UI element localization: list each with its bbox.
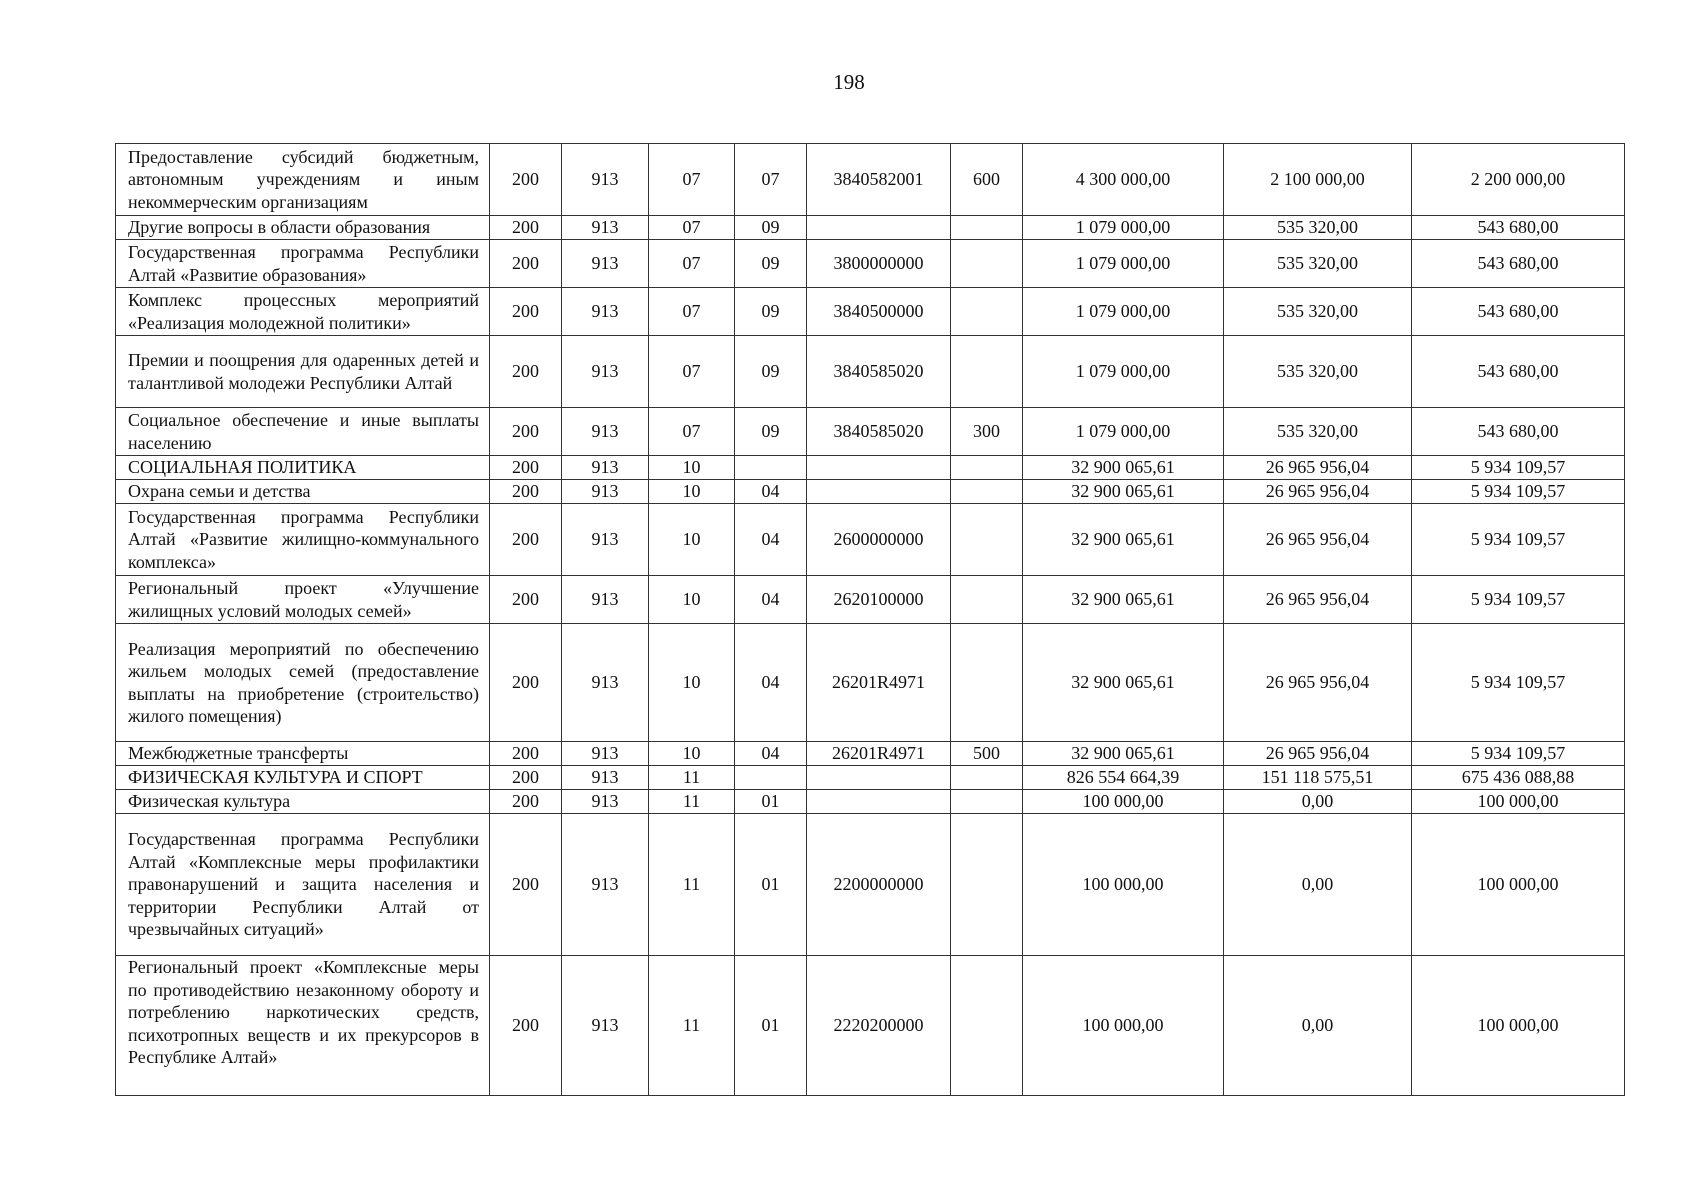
row-chapter-code: 10 xyxy=(649,624,735,742)
row-ministry-code: 913 xyxy=(562,144,649,216)
row-section-code: 200 xyxy=(490,742,562,766)
row-name: Социальное обеспечение и иные выплаты населению xyxy=(116,408,490,456)
row-ministry-code: 913 xyxy=(562,456,649,480)
row-chapter-code: 07 xyxy=(649,144,735,216)
row-target-article-code xyxy=(807,216,951,240)
row-amount-3: 5 934 109,57 xyxy=(1412,504,1625,576)
row-amount-3: 100 000,00 xyxy=(1412,956,1625,1096)
row-amount-2: 535 320,00 xyxy=(1224,240,1412,288)
row-ministry-code: 913 xyxy=(562,336,649,408)
row-expense-type-code xyxy=(951,576,1023,624)
row-expense-type-code xyxy=(951,504,1023,576)
row-amount-3: 543 680,00 xyxy=(1412,216,1625,240)
row-section-code: 200 xyxy=(490,336,562,408)
row-target-article-code: 3840585020 xyxy=(807,336,951,408)
row-subsection-code: 09 xyxy=(735,288,807,336)
row-chapter-code: 07 xyxy=(649,240,735,288)
row-subsection-code: 04 xyxy=(735,504,807,576)
row-amount-2: 0,00 xyxy=(1224,814,1412,956)
row-ministry-code: 913 xyxy=(562,742,649,766)
row-expense-type-code xyxy=(951,624,1023,742)
row-amount-3: 5 934 109,57 xyxy=(1412,480,1625,504)
budget-table-body xyxy=(116,144,1625,1096)
row-expense-type-code: 600 xyxy=(951,144,1023,216)
row-chapter-code: 11 xyxy=(649,766,735,790)
row-section-code: 200 xyxy=(490,956,562,1096)
row-amount-1: 1 079 000,00 xyxy=(1023,336,1224,408)
row-amount-2: 0,00 xyxy=(1224,790,1412,814)
table-row xyxy=(116,456,1625,480)
row-amount-3: 543 680,00 xyxy=(1412,288,1625,336)
row-section-code: 200 xyxy=(490,766,562,790)
table-row xyxy=(116,742,1625,766)
table-row xyxy=(116,790,1625,814)
row-amount-1: 32 900 065,61 xyxy=(1023,504,1224,576)
row-amount-3: 5 934 109,57 xyxy=(1412,624,1625,742)
row-name: Другие вопросы в области образования xyxy=(116,216,490,240)
table-row xyxy=(116,814,1625,956)
row-subsection-code: 01 xyxy=(735,814,807,956)
row-chapter-code: 07 xyxy=(649,408,735,456)
row-name: Физическая культура xyxy=(116,790,490,814)
row-amount-1: 32 900 065,61 xyxy=(1023,576,1224,624)
row-ministry-code: 913 xyxy=(562,504,649,576)
row-expense-type-code xyxy=(951,240,1023,288)
row-target-article-code xyxy=(807,480,951,504)
row-amount-1: 1 079 000,00 xyxy=(1023,408,1224,456)
row-amount-2: 26 965 956,04 xyxy=(1224,456,1412,480)
row-chapter-code: 10 xyxy=(649,480,735,504)
row-expense-type-code xyxy=(951,456,1023,480)
row-subsection-code: 09 xyxy=(735,216,807,240)
row-expense-type-code xyxy=(951,336,1023,408)
row-chapter-code: 11 xyxy=(649,814,735,956)
row-target-article-code: 2200000000 xyxy=(807,814,951,956)
row-target-article-code: 26201R4971 xyxy=(807,624,951,742)
row-amount-3: 5 934 109,57 xyxy=(1412,576,1625,624)
row-section-code: 200 xyxy=(490,480,562,504)
row-target-article-code: 3840585020 xyxy=(807,408,951,456)
row-amount-2: 535 320,00 xyxy=(1224,216,1412,240)
row-name: Охрана семьи и детства xyxy=(116,480,490,504)
row-chapter-code: 07 xyxy=(649,216,735,240)
row-expense-type-code xyxy=(951,814,1023,956)
row-amount-1: 1 079 000,00 xyxy=(1023,216,1224,240)
row-chapter-code: 10 xyxy=(649,742,735,766)
row-ministry-code: 913 xyxy=(562,766,649,790)
row-section-code: 200 xyxy=(490,456,562,480)
row-amount-1: 32 900 065,61 xyxy=(1023,456,1224,480)
row-target-article-code xyxy=(807,456,951,480)
row-chapter-code: 11 xyxy=(649,956,735,1096)
row-name: Реализация мероприятий по обеспечению жильем молодых семей (предоставление выплаты на приобретение (строительство) жилого помещения) xyxy=(116,624,490,742)
row-amount-1: 100 000,00 xyxy=(1023,956,1224,1096)
row-amount-1: 32 900 065,61 xyxy=(1023,742,1224,766)
page-number: 198 xyxy=(833,70,865,94)
row-amount-2: 26 965 956,04 xyxy=(1224,742,1412,766)
table-row xyxy=(116,480,1625,504)
row-amount-2: 151 118 575,51 xyxy=(1224,766,1412,790)
row-section-code: 200 xyxy=(490,216,562,240)
table-row xyxy=(116,504,1625,576)
table-row xyxy=(116,288,1625,336)
row-name: Межбюджетные трансферты xyxy=(116,742,490,766)
row-amount-2: 2 100 000,00 xyxy=(1224,144,1412,216)
row-amount-2: 26 965 956,04 xyxy=(1224,624,1412,742)
row-amount-2: 535 320,00 xyxy=(1224,336,1412,408)
row-ministry-code: 913 xyxy=(562,288,649,336)
table-row xyxy=(116,216,1625,240)
row-expense-type-code xyxy=(951,790,1023,814)
row-chapter-code: 11 xyxy=(649,790,735,814)
row-target-article-code: 3840582001 xyxy=(807,144,951,216)
row-subsection-code: 04 xyxy=(735,480,807,504)
row-subsection-code: 01 xyxy=(735,790,807,814)
row-expense-type-code xyxy=(951,288,1023,336)
row-expense-type-code xyxy=(951,956,1023,1096)
row-chapter-code: 10 xyxy=(649,504,735,576)
row-amount-3: 5 934 109,57 xyxy=(1412,742,1625,766)
row-name: Государственная программа Республики Алтай «Развитие образования» xyxy=(116,240,490,288)
row-amount-1: 100 000,00 xyxy=(1023,790,1224,814)
row-chapter-code: 07 xyxy=(649,288,735,336)
row-target-article-code: 3800000000 xyxy=(807,240,951,288)
row-amount-1: 4 300 000,00 xyxy=(1023,144,1224,216)
row-ministry-code: 913 xyxy=(562,956,649,1096)
table-row xyxy=(116,576,1625,624)
row-name: СОЦИАЛЬНАЯ ПОЛИТИКА xyxy=(116,456,490,480)
row-ministry-code: 913 xyxy=(562,790,649,814)
row-ministry-code: 913 xyxy=(562,624,649,742)
budget-table xyxy=(115,143,1625,1096)
row-amount-2: 26 965 956,04 xyxy=(1224,576,1412,624)
table-row xyxy=(116,408,1625,456)
row-amount-3: 100 000,00 xyxy=(1412,814,1625,956)
row-ministry-code: 913 xyxy=(562,576,649,624)
row-subsection-code: 07 xyxy=(735,144,807,216)
row-name: Государственная программа Республики Алтай «Развитие жилищно-коммунального комплекса» xyxy=(116,504,490,576)
row-amount-2: 26 965 956,04 xyxy=(1224,480,1412,504)
row-amount-3: 2 200 000,00 xyxy=(1412,144,1625,216)
row-section-code: 200 xyxy=(490,240,562,288)
row-section-code: 200 xyxy=(490,408,562,456)
row-subsection-code xyxy=(735,456,807,480)
row-target-article-code: 2600000000 xyxy=(807,504,951,576)
row-expense-type-code xyxy=(951,216,1023,240)
row-subsection-code: 04 xyxy=(735,624,807,742)
table-row xyxy=(116,240,1625,288)
row-name: Премии и поощрения для одаренных детей и талантливой молодежи Республики Алтай xyxy=(116,336,490,408)
row-ministry-code: 913 xyxy=(562,216,649,240)
row-ministry-code: 913 xyxy=(562,480,649,504)
row-expense-type-code xyxy=(951,480,1023,504)
table-row xyxy=(116,624,1625,742)
row-section-code: 200 xyxy=(490,814,562,956)
row-name: Региональный проект «Улучшение жилищных условий молодых семей» xyxy=(116,576,490,624)
row-amount-3: 543 680,00 xyxy=(1412,336,1625,408)
row-name: Комплекс процессных мероприятий «Реализация молодежной политики» xyxy=(116,288,490,336)
row-amount-2: 26 965 956,04 xyxy=(1224,504,1412,576)
row-section-code: 200 xyxy=(490,144,562,216)
row-expense-type-code xyxy=(951,766,1023,790)
row-amount-1: 32 900 065,61 xyxy=(1023,624,1224,742)
row-subsection-code: 09 xyxy=(735,240,807,288)
row-subsection-code xyxy=(735,766,807,790)
row-name: ФИЗИЧЕСКАЯ КУЛЬТУРА И СПОРТ xyxy=(116,766,490,790)
row-section-code: 200 xyxy=(490,790,562,814)
row-target-article-code: 26201R4971 xyxy=(807,742,951,766)
row-amount-1: 826 554 664,39 xyxy=(1023,766,1224,790)
row-chapter-code: 10 xyxy=(649,576,735,624)
row-target-article-code xyxy=(807,790,951,814)
row-section-code: 200 xyxy=(490,288,562,336)
row-amount-3: 100 000,00 xyxy=(1412,790,1625,814)
row-amount-3: 543 680,00 xyxy=(1412,240,1625,288)
row-target-article-code xyxy=(807,766,951,790)
row-ministry-code: 913 xyxy=(562,240,649,288)
row-subsection-code: 09 xyxy=(735,336,807,408)
row-amount-2: 0,00 xyxy=(1224,956,1412,1096)
row-amount-1: 1 079 000,00 xyxy=(1023,288,1224,336)
row-amount-3: 5 934 109,57 xyxy=(1412,456,1625,480)
row-target-article-code: 2620100000 xyxy=(807,576,951,624)
row-amount-3: 675 436 088,88 xyxy=(1412,766,1625,790)
table-row xyxy=(116,336,1625,408)
row-amount-1: 32 900 065,61 xyxy=(1023,480,1224,504)
row-chapter-code: 10 xyxy=(649,456,735,480)
row-amount-2: 535 320,00 xyxy=(1224,288,1412,336)
row-target-article-code: 2220200000 xyxy=(807,956,951,1096)
row-subsection-code: 09 xyxy=(735,408,807,456)
row-subsection-code: 04 xyxy=(735,576,807,624)
row-subsection-code: 04 xyxy=(735,742,807,766)
table-row xyxy=(116,766,1625,790)
table-row xyxy=(116,956,1625,1096)
row-chapter-code: 07 xyxy=(649,336,735,408)
row-name: Предоставление субсидий бюджетным, автономным учреждениям и иным некоммерческим организациям xyxy=(116,144,490,216)
row-name: Региональный проект «Комплексные меры по противодействию незаконному обороту и потреблению наркотических средств, психотропных веществ и их прекурсоров в Республике Алтай» xyxy=(116,956,490,1096)
table-row xyxy=(116,144,1625,216)
row-ministry-code: 913 xyxy=(562,814,649,956)
row-name: Государственная программа Республики Алтай «Комплексные меры профилактики правонарушений и защита населения и территории Республики Алтай от чрезвычайных ситуаций» xyxy=(116,814,490,956)
row-section-code: 200 xyxy=(490,576,562,624)
row-expense-type-code: 500 xyxy=(951,742,1023,766)
row-amount-2: 535 320,00 xyxy=(1224,408,1412,456)
row-expense-type-code: 300 xyxy=(951,408,1023,456)
row-subsection-code: 01 xyxy=(735,956,807,1096)
row-amount-3: 543 680,00 xyxy=(1412,408,1625,456)
row-ministry-code: 913 xyxy=(562,408,649,456)
row-amount-1: 100 000,00 xyxy=(1023,814,1224,956)
row-target-article-code: 3840500000 xyxy=(807,288,951,336)
row-section-code: 200 xyxy=(490,504,562,576)
row-section-code: 200 xyxy=(490,624,562,742)
row-amount-1: 1 079 000,00 xyxy=(1023,240,1224,288)
